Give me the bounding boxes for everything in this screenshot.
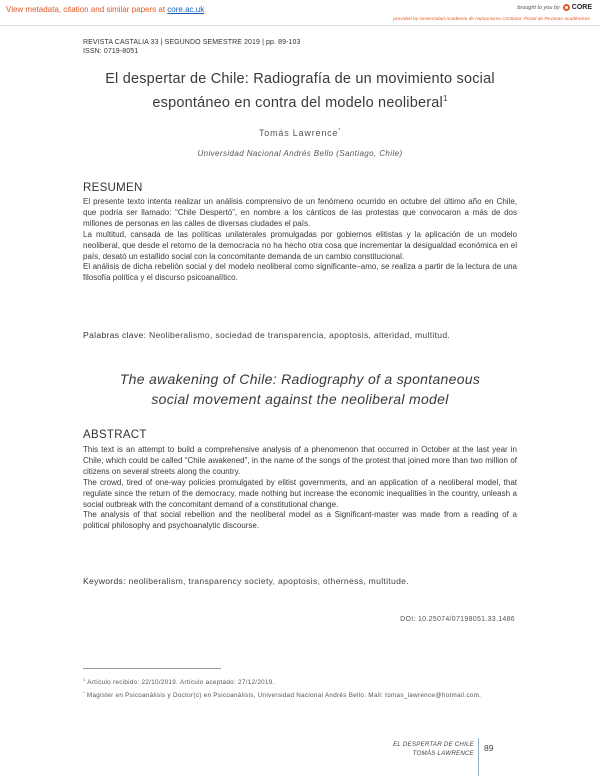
abstract-paragraph-1: This text is an attempt to build a comprehensive analysis of a phenomenon that occurred in October at the last year in Chile, which could be called “Chile awakened”, in the name of the songs of the protest that joined more than two million of citizens on several streets along the country. [83,445,517,476]
journal-issue: REVISTA CASTALIA 33 | SEGUNDO SEMESTRE 2019 | pp. 89-103 [83,39,301,46]
abstract-body [83,445,517,532]
resumen-heading: RESUMEN [83,182,143,194]
english-title-line-1: The awakening of Chile: Radiography of a spontaneous [119,371,481,387]
article-title [60,70,540,113]
title-line-2 [60,89,540,113]
footnote-2 [83,688,517,700]
core-logo-icon [563,4,570,11]
running-footer-author: TOMÁS LAWRENCE [412,749,474,757]
journal-header [83,38,301,56]
keywords-en [83,576,517,587]
author-name-text: Tomás Lawrence [259,128,339,138]
footnotes [83,675,517,701]
core-logo-text: CORE [571,4,592,11]
brought-by-text: brought to you by [517,4,560,11]
keywords-en-label: Keywords: [83,576,126,586]
running-footer-title: EL DESPERTAR DE CHILE [393,741,474,748]
title-footnote-mark[interactable]: 1 [442,94,448,103]
footnote-1 [83,675,517,687]
english-title-line-2: social movement against the neoliberal model [151,391,449,407]
journal-issn: ISSN: 0719-8051 [83,48,139,55]
resumen-body [83,197,517,284]
resumen-paragraph-2: La multitud, cansada de las políticas unilaterales promulgadas por gobiernos elitistas y la aplicación de un modelo neoliberal, que desde el retorno de la democracia no ha hecho otra cosa que incrementar la desigualdad económica en el país, desató un estallido social con la concomitante demanda de un cambio constitucional. [83,229,517,261]
footer-divider [478,738,479,776]
keywords-en-text: neoliberalism, transparency society, apoptosis, otherness, multitude. [128,576,409,586]
title-line-2-text: espontáneo en contra del modelo neoliberal [152,94,443,111]
abstract-paragraph-2: The crowd, tired of one-way policies promulgated by elitist governments, and an application of a neoliberal model, that regulate since the return of the democracy, made nothing but increase the economic inequalities in the country, unleash a social outbreak with the concomitant demand of a constitutional change. [83,477,517,509]
provided-by-prefix: provided by [393,17,419,22]
banner-divider [0,25,600,26]
footnote-2-mark: * [83,690,85,696]
abstract-paragraph-3: The analysis of that social rebellion and the neoliberal model as a Significant-master was made from a reading of a political philosophy and psychoanalytic discourse. [83,510,517,531]
title-line-1: El despertar de Chile: Radiografía de un movimiento social [105,71,495,87]
author-name [0,128,600,138]
author-footnote-mark[interactable]: * [338,128,341,134]
footnote-divider [83,668,221,669]
page-number: 89 [484,743,494,753]
core-link[interactable]: core.ac.uk [167,5,205,14]
english-title [60,369,540,409]
core-logo[interactable] [563,4,592,11]
doi[interactable]: DOI: 10.25074/07198051.33.1486 [400,616,515,623]
resumen-paragraph-3: El análisis de dicha rebelión social y del modelo neoliberal como significante–amo, se realiza a partir de la lectura de una filosofía política y el discurso psicoanalítico. [83,262,517,283]
core-metadata-notice [6,5,204,14]
keywords-es [83,330,517,341]
core-banner [0,0,600,26]
core-brought-by [517,4,592,11]
keywords-es-label: Palabras clave: [83,330,147,340]
running-footer [393,741,474,759]
provided-by-notice [393,17,590,22]
resumen-paragraph-1: El presente texto intenta realizar un análisis comprensivo de un fenómeno ocurrido en octubre del último año en Chile, que podría ser llamado: “Chile Despertó”, en nombre a los cánticos de las protestas que convocaron a más de dos millones de personas en las calles de diversas ciudades el país. [83,197,517,228]
core-metadata-text: View metadata, citation and similar papers at [6,5,166,14]
abstract-heading: ABSTRACT [83,429,147,441]
footnote-1-text: Artículo recibido: 22/10/2019. Artículo aceptado: 27/12/2019. [87,679,275,687]
footnote-1-mark: 1 [83,677,86,682]
footnote-2-text: Magister en Psicoanálisis y Doctor(c) en Psicoanálisis, Universidad Nacional Andrés Bello. Mail: tomas_lawrence@hotmail.com. [86,692,482,700]
keywords-es-text: Neoliberalismo, sociedad de transparencia, apoptosis, alteridad, multitud. [148,330,451,340]
provided-by-link[interactable]: Universidad Academia de Humanismo Cristiano: Portal de Revistas Académicas [419,17,590,22]
author-affiliation: Universidad Nacional Andrés Bello (Santiago, Chile) [197,149,403,158]
